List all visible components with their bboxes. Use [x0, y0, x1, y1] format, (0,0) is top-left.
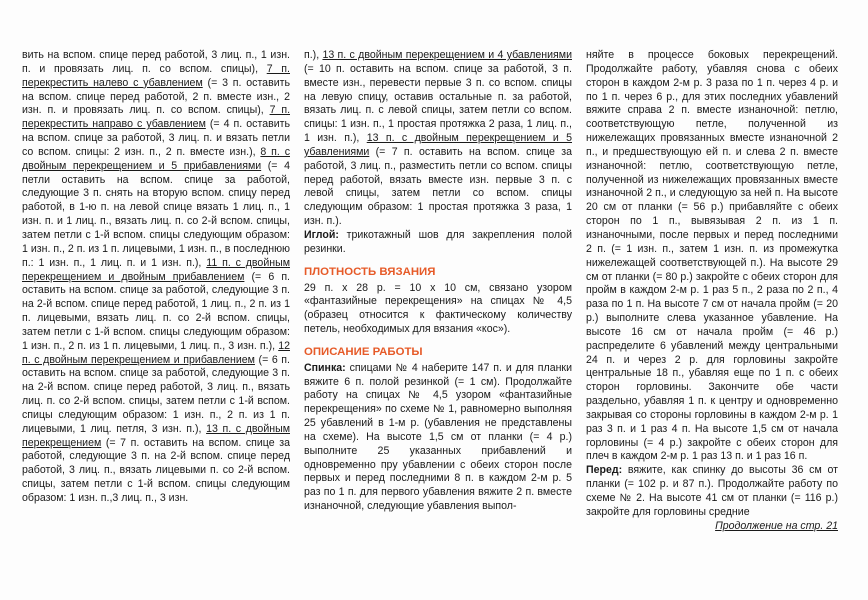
paragraph: 29 п. х 28 р. = 10 х 10 см, связано узором «фантазийные перекрещения» на спицах № 4,5 (образец относится к фактическому количеству петель, необходимых для вязания «кос»).: [304, 281, 572, 336]
text-column-1: [22, 49, 290, 595]
inline-label: Иглой:: [304, 228, 339, 241]
stitch-term: 7 п. перекрестить направо с убавлением: [22, 104, 290, 131]
section-heading-density: ПЛОТНОСТЬ ВЯЗАНИЯ: [304, 265, 436, 278]
inline-label: Перед:: [586, 464, 623, 477]
paragraph: вить на вспом. спице перед работой, 3 лиц. п., 1 изн. п. и провязать лиц. п. со вспом. спицы), 7 п. перекрестить налево с убавлением (= 3 п. оставить на вспом. спице перед работой, 2 п. вместе изн., 2 изн. п. и провязать лиц. п. со вспом. спицы), 7 п. перекрестить направо с убавлением (= 4 п. оставить на вспом. спице за работой, 3 лиц. п. и вязать петли со вспом. спицы: 2 изн. п., 2 п. вместе изн.), 8 п. с двойным перекрещением и 5 прибавлениями (= 4 петли оставить на вспом. спице за работой, следующие 3 п. снять на вторую вспом. спицу перед работой, в 1-ю п. на левой спице вязать 1 лиц. п., 1 изн. п. и 1 лиц. п., вязать лиц. п. со 2-й вспом. спицы, затем петли с 1-й вспом. спицы следующим образом: 1 изн. п., 2 п. из 1 п. лицевыми, 1 изн. п., в последнюю п.: 1 изн. п., 1 лиц. п. и 1 изн. п.), 11 п. с двойным перекрещением и двойным прибавлением (= 6 п. оставить на вспом. спице за работой, следующие 3 п. на 2-й вспом. спице перед работой, 1 лиц. п., 2 п. из 1 п. лицевыми, вязать лиц. п. со 2-й вспом. спицы, затем петли с 1-й вспом. спицы следующим образом: 1 изн. п., 2 п. из 1 п. лицевыми, 1 лиц. п., 3 изн. п.), 12 п. с двойным перекрещением и прибавлением (= 6 п. оставить на вспом. спице за работой, следующие 3 п. на 2-й вспом. спице перед работой, 3 лиц. п., вязать лиц. п. со 2-й вспом. спицы, затем петли с 1-й вспом. спицы следующим образом: 1 изн. п., 2 п. из 1 п. лицевыми, 1 лиц. петля, 3 изн. п.), 13 п. с двойным перекрещением (= 7 п. оставить на вспом. спице за работой, следующие 3 п. на 2-й вспом. спице перед работой, 3 лиц. п., вязать лицевыми п. со 2-й вспом. спицы, затем петли с 1-й вспом. спицы следующим образом: 1 изн. п.,3 лиц. п., 3 изн.: [22, 49, 290, 504]
continued-link[interactable]: Продолжение на стр. 21: [715, 519, 838, 532]
paragraph: Спинка: спицами № 4 наберите 147 п. и для планки вяжите 6 п. полой резинкой (= 1 см). Продолжайте работу на спицах № 4,5 узором «фантазийные перекрещения» по схеме № 1, равномерно выполняя 25 убавлений в 1-м р. (убавления не представлены на схеме). На высоте 1,5 см от планки (= 4 р.) выполните 25 указанных прибавлений и одновременно пру убавлении с обеих сторон после первых и перед последними 8 п. в каждом 2-м р. 5 раз по 1 п. для первого убавления вяжите 2 п. вместе изнаночной, следующие убавления выпол-: [304, 361, 572, 513]
section-heading-description: ОПИСАНИЕ РАБОТЫ: [304, 345, 423, 358]
text-column-3: [586, 49, 838, 595]
text-column-2: [304, 49, 572, 595]
stitch-term: 7 п. перекрестить налево с убавлением: [22, 62, 290, 89]
paragraph: Иглой: трикотажный шов для закрепления полой резинки.: [304, 228, 572, 255]
inline-label: Спинка:: [304, 361, 346, 374]
stitch-term: 13 п. с двойным перекрещением: [22, 422, 290, 449]
stitch-term: 13 п. с двойным перекрещением и 4 убавлениями: [322, 49, 572, 61]
paragraph: п.), 13 п. с двойным перекрещением и 4 убавлениями (= 10 п. оставить на вспом. спице за работой, 3 п. вместе изн., перевести первые 3 п. со вспом. спицы на левую спицу, оставив остальные п. за работой, вязать лиц. п. с левой спицы, затем петли со вспом. спицы: 1 изн. п., 1 простая протяжка 2 раза, 1 лиц. п., 1 изн. п.), 13 п. с двойным перекрещением и 5 убавлениями (= 7 п. оставить на вспом. спице за работой, 3 лиц. п., разместить петли со вспом. спицы перед работой, вязать вместе изн. первые 3 п. с левой спицы, затем петли со вспом. спицы следующим образом: 1 простая протяжка 3 раза, 1 изн. п.).: [304, 49, 572, 228]
stitch-term: 11 п. с двойным перекрещением и двойным прибавлением: [22, 256, 290, 283]
paragraph: Перед: вяжите, как спинку до высоты 36 см от планки (= 102 р. и 87 п.). Продолжайте работу по схеме № 2. На высоте 41 см от планки (= 116 р.) закройте для горловины средние: [586, 464, 838, 518]
paragraph: няйте в процессе боковых перекрещений. Продолжайте работу, убавляя снова с обеих сторон в каждом 2-м р. 3 раза по 1 п. через 4 р. и по 1 п. через 6 р., для этих последних убавлений вяжите справа 2 п. вместе изнаночной: петлю, соответствующую петле, полученной из нижележащих провязанных вместе изнаночной 2 п., и предшествующую ей п. и слева 2 п. вместе изнаночной: петлю, соответствующую петле, полученной из нижележащих провязанных вместе изнаночной 2 п., и следующую за ней п. На высоте 20 см от планки (= 56 р.) прибавляйте с обеих сторон по 1 п., вывязывая 2 п. из 1 п. изнаночными, после первых и перед последними 2 п. (= 1 изн. п., затем 1 изн. п. из промежутка нижележащей соответствующей п.). На высоте 29 см от планки (= 80 р.) закройте с обеих сторон для пройм в каждом 2-м р. 1 раз 5 п., 2 раза по 2 п., 4 раза по 1 п. На высоте 7 см от начала пройм (= 20 р.) выполните слева указанное убавление. На высоте 16 см от начала пройм (= 46 р.) распределите 6 убавлений между центральными 24 п. и через 2 р. для горловины закройте центральные 18 п., убавляя еще по 1 п. с обеих сторон горловины. Закончите обе части раздельно, убавляя 1 п. к центру и одновременно закрывая со стороны горловины в каждом 2-м р. 1 раз 3 п. и 1 раз 4 п. На высоте 1,5 см от начала горловины (= 4 р.) закройте с обеих сторон для плеч в каждом 2-м р. 1 раз 13 п. и 1 раз 16 п.: [586, 49, 838, 463]
stitch-term: 12 п. с двойным перекрещением и прибавлением: [22, 339, 290, 366]
stitch-term: 13 п. с двойным перекрещением и 5 убавлениями: [304, 132, 572, 158]
stitch-term: 8 п. с двойным перекрещением и 5 прибавлениями: [22, 145, 290, 172]
